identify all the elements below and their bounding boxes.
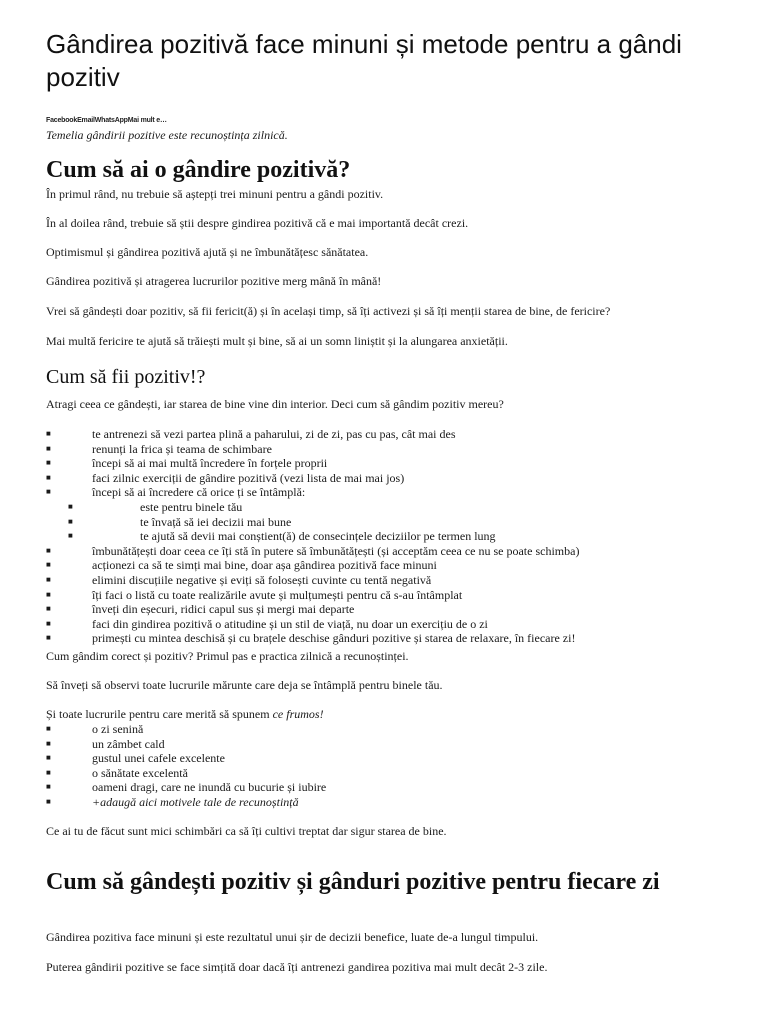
list-item-text: un zâmbet cald (92, 736, 165, 751)
list-item-text: o zi senină (92, 722, 144, 736)
paragraph: În primul rând, nu trebuie să aștepți trei minuni pentru a gândi pozitiv. (46, 187, 384, 201)
image-caption: Temelia gândirii pozitive este recunoștința zilnică. (46, 128, 288, 142)
list-item-text: te ajută să devii mai conștient(ă) de consecințele deciziilor pe termen lung (140, 529, 496, 544)
bullet-icon: ■ (46, 618, 51, 628)
paragraph: Să înveți să observi toate lucrurile mărunte care deja se întâmplă pentru binele tău. (46, 678, 443, 692)
section-heading-gandire: Cum să ai o gândire pozitivă? (46, 157, 351, 183)
bullet-icon: ■ (46, 753, 51, 763)
thanks-text: Și toate lucrurile pentru care merită să spunem (46, 707, 273, 721)
list-item-text: înveți din eșecuri, ridici capul sus și mergi mai departe (92, 602, 355, 617)
bullet-icon: ■ (46, 545, 51, 555)
list-item-text: primești cu mintea deschisă și cu brațele deschise gânduri pozitive și starea de relaxare, în fiecare zi! (92, 631, 576, 646)
bullet-icon: ■ (46, 560, 51, 570)
list-item-text: începi să ai încredere că orice ți se întâmplă: (92, 485, 306, 500)
bullet-icon: ■ (68, 516, 73, 526)
paragraph: Gândirea pozitiva face minuni și este rezultatul unui șir de decizii benefice, luate de-a lungul timpului. (46, 930, 539, 944)
paragraph: Mai multă fericire te ajută să trăiești mult și bine, să ai un somn liniștit și la alungarea anxietății. (46, 334, 508, 348)
paragraph: Optimismul și gândirea pozitivă ajută și ne îmbunătățesc sănătatea. (46, 245, 369, 259)
list-item-text: oameni dragi, care ne inundă cu bucurie și iubire (92, 780, 327, 795)
bullet-icon: ■ (46, 574, 51, 584)
list-item-text: te învață să iei decizii mai bune (140, 514, 292, 529)
list-item-text: faci zilnic exerciții de gândire pozitivă (vezi lista de mai mai jos) (92, 470, 405, 485)
section-heading-pozitiv: Cum să fii pozitiv!? (46, 366, 206, 388)
bullet-icon: ■ (46, 458, 51, 468)
bullet-icon: ■ (68, 501, 73, 511)
bullet-icon: ■ (68, 531, 73, 541)
bullet-icon: ■ (46, 633, 51, 643)
list-item-text: este pentru binele tău (140, 499, 243, 514)
list-item-text: faci din gindirea pozitivă o atitudine și un stil de viață, nu doar un exercițiu de o zi (92, 616, 488, 631)
bullet-icon: ■ (46, 767, 51, 777)
bullet-icon: ■ (46, 487, 51, 497)
bullet-icon: ■ (46, 738, 51, 748)
bullet-icon: ■ (46, 782, 51, 792)
list-item-text: elimini discuțiile negative și eviți să folosești cuvinte cu tentă negativă (92, 572, 432, 587)
bullet-icon: ■ (46, 443, 51, 453)
paragraph: În al doilea rând, trebuie să știi despre gindirea pozitivă că e mai importantă decât crezi. (46, 216, 469, 230)
thanks-emphasis: ce frumos! (272, 707, 324, 721)
bullet-icon: ■ (46, 472, 51, 482)
list-item-text: acționezi ca să te simți mai bine, doar așa gândirea pozitivă face minuni (92, 558, 437, 573)
list-item-text: o sănătate excelentă (92, 765, 188, 780)
paragraph: Vrei să gândești doar pozitiv, să fii fericit(ă) și în același timp, să îți activezi și să îți menții starea de bine, de fericire? (46, 304, 611, 318)
list-item-text: gustul unei cafele excelente (92, 751, 225, 766)
bullet-icon: ■ (46, 604, 51, 614)
bullet-icon: ■ (46, 589, 51, 599)
bullet-icon: ■ (46, 429, 51, 438)
paragraph: Ce ai tu de făcut sunt mici schimbări ca să îți cultivi treptat dar sigur starea de bine. (46, 824, 447, 838)
list-item-text: +adaugă aici motivele tale de recunoștință (92, 794, 299, 809)
paragraph-thanks (46, 707, 324, 721)
list-item-text: renunți la frica și teama de schimbare (92, 441, 272, 456)
paragraph: Puterea gândirii pozitive se face simțită doar dacă îți antrenezi gandirea pozitiva mai mult decât 2-3 zile. (46, 960, 548, 974)
paragraph: Cum gândim corect și pozitiv? Primul pas e practica zilnică a recunoștinței. (46, 649, 409, 663)
bullet-icon: ■ (46, 724, 51, 733)
paragraph: Atragi ceea ce gândești, iar starea de bine vine din interior. Deci cum să gândim pozitiv mereu? (46, 397, 504, 411)
list-item-text: începi să ai mai multă încredere în forțele proprii (92, 456, 328, 471)
share-bar[interactable]: FacebookEmailWhatsAppMai mult e… (46, 117, 167, 124)
list-item-text: îmbunătățești doar ceea ce îți stă în putere să îmbunătățești (și acceptăm ceea ce nu se poate schimba) (92, 543, 580, 558)
section-heading-ganduri: Cum să gândești pozitiv și gânduri pozitive pentru fiecare zi (46, 869, 660, 895)
page-title: Gândirea pozitivă face minuni și metode pentru a gândi pozitiv (46, 29, 682, 92)
list-item-text: te antrenezi să vezi partea plină a paharului, zi de zi, pas cu pas, cât mai des (92, 427, 456, 441)
bullet-icon: ■ (46, 796, 51, 806)
paragraph: Gândirea pozitivă și atragerea lucrurilor pozitive merg mână în mână! (46, 274, 382, 288)
list-item-text: îți faci o listă cu toate realizările avute și mulțumești pentru că s-au întâmplat (92, 587, 463, 602)
